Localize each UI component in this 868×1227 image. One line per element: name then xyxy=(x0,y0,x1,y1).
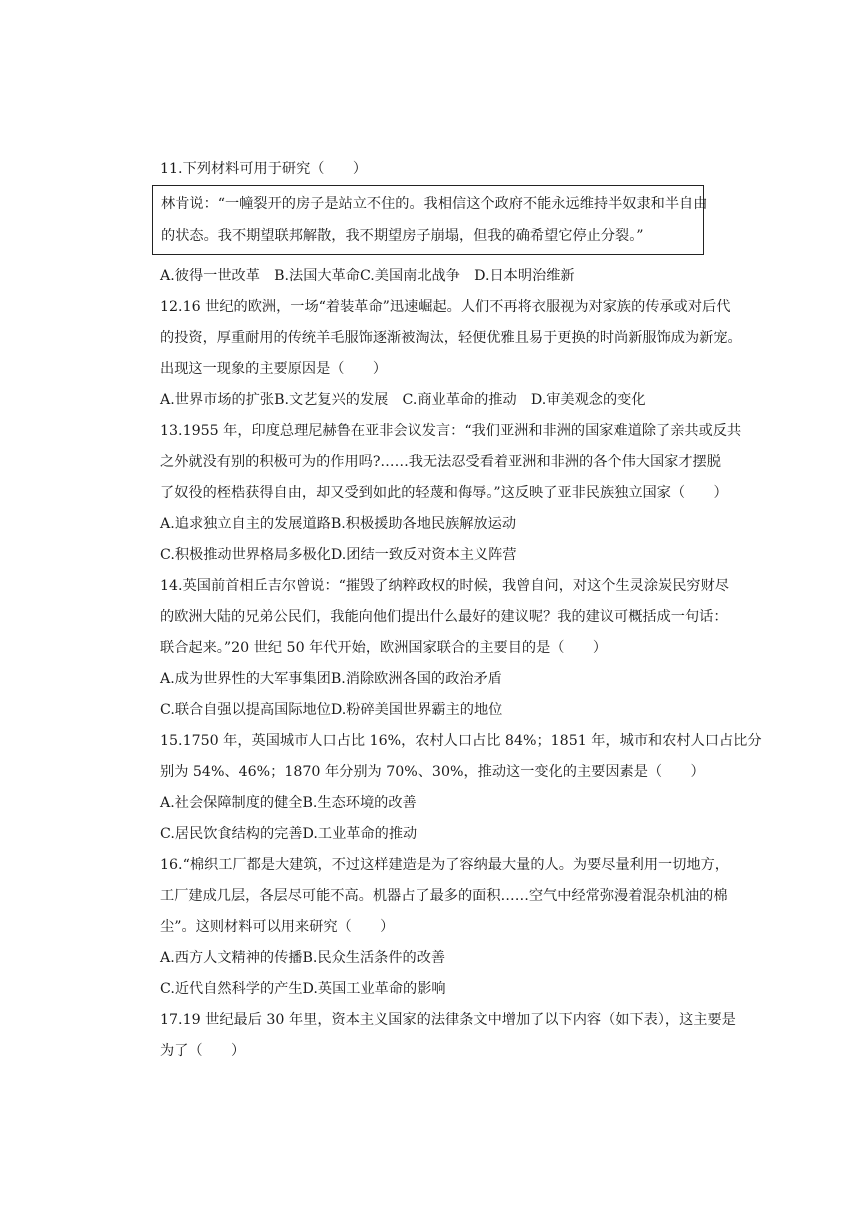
q15-stem-line: 15.1750 年，英国城市人口占比 16%，农村人口占比 84%；1851 年，城市和农村人口占比分 xyxy=(160,733,762,749)
q15-options-cd: C.居民饮食结构的完善D.工业革命的推动 xyxy=(160,826,418,842)
q16-options-cd: C.近代自然科学的产生D.英国工业革命的影响 xyxy=(160,981,446,997)
q12-stem-line: 12.16 世纪的欧洲，一场“着装革命”迅速崛起。人们不再将衣服视为对家族的传承或对后代 xyxy=(160,299,731,315)
q13-stem-line: 了奴役的桎梏获得自由，却又受到如此的轻蔑和侮辱。”这反映了亚非民族独立国家（ ） xyxy=(160,485,728,501)
q16-stem-line: 16.“棉织工厂都是大建筑，不过这样建造是为了容纳最大量的人。为要尽量利用一切地方， xyxy=(160,857,729,873)
q11-quote-line: 林肯说：“一幢裂开的房子是站立不住的。我相信这个政府不能永远维持半奴隶和半自由 xyxy=(161,196,708,212)
q14-options-ab: A.成为世界性的大军事集团B.消除欧洲各国的政治矛盾 xyxy=(160,671,502,687)
q12-options: A.世界市场的扩张B.文艺复兴的发展 C.商业革命的推动 D.审美观念的变化 xyxy=(160,392,646,408)
q11-quote-box xyxy=(152,185,708,255)
q12-stem-line: 出现这一现象的主要原因是（ ） xyxy=(160,361,388,377)
q11-quote-line: 的状态。我不期望联邦解散，我不期望房子崩塌，但我的确希望它停止分裂。” xyxy=(161,228,644,244)
q17-stem-line: 17.19 世纪最后 30 年里，资本主义国家的法律条文中增加了以下内容（如下表），这主要是 xyxy=(160,1012,736,1028)
q16-options-ab: A.西方人文精神的传播B.民众生活条件的改善 xyxy=(160,950,446,966)
q13-options-ab: A.追求独立自主的发展道路B.积极援助各地民族解放运动 xyxy=(160,516,517,532)
q14-stem-line: 的欧洲大陆的兄弟公民们，我能向他们提出什么最好的建议呢？我的建议可概括成一句话： xyxy=(160,609,728,625)
q12-stem-line: 的投资，厚重耐用的传统羊毛服饰逐渐被淘汰，轻便优雅且易于更换的时尚新服饰成为新宠。 xyxy=(160,330,742,346)
q11-options: A.彼得一世改革 B.法国大革命C.美国南北战争 D.日本明治维新 xyxy=(160,268,575,284)
q13-stem-line: 13.1955 年，印度总理尼赫鲁在亚非会议发言：“我们亚洲和非洲的国家难道除了亲共或反共 xyxy=(160,423,742,439)
q11-stem: 11.下列材料可用于研究（ ） xyxy=(160,161,368,177)
q15-stem-line: 别为 54%、46%；1870 年分别为 70%、30%，推动这一变化的主要因素是（ ） xyxy=(160,764,705,780)
q17-stem-line: 为了（ ） xyxy=(160,1043,246,1059)
q13-stem-line: 之外就没有别的积极可为的作用吗?……我无法忍受看着亚洲和非洲的各个伟大国家才摆脱 xyxy=(160,454,721,470)
q16-stem-line: 工厂建成几层，各层尽可能不高。机器占了最多的面积……空气中经常弥漫着混杂机油的棉 xyxy=(160,888,728,904)
q14-stem-line: 14.英国前首相丘吉尔曾说：“摧毁了纳粹政权的时候，我曾自问，对这个生灵涂炭民穷财尽 xyxy=(160,578,729,594)
q14-stem-line: 联合起来。”20 世纪 50 年代开始，欧洲国家联合的主要目的是（ ） xyxy=(160,640,608,656)
q16-stem-line: 尘”。这则材料可以用来研究（ ） xyxy=(160,919,395,935)
question-list xyxy=(160,154,762,1067)
q13-options-cd: C.积极推动世界格局多极化D.团结一致反对资本主义阵营 xyxy=(160,547,517,563)
q14-options-cd: C.联合自强以提高国际地位D.粉碎美国世界霸主的地位 xyxy=(160,702,503,718)
q15-options-ab: A.社会保障制度的健全B.生态环境的改善 xyxy=(160,795,417,811)
